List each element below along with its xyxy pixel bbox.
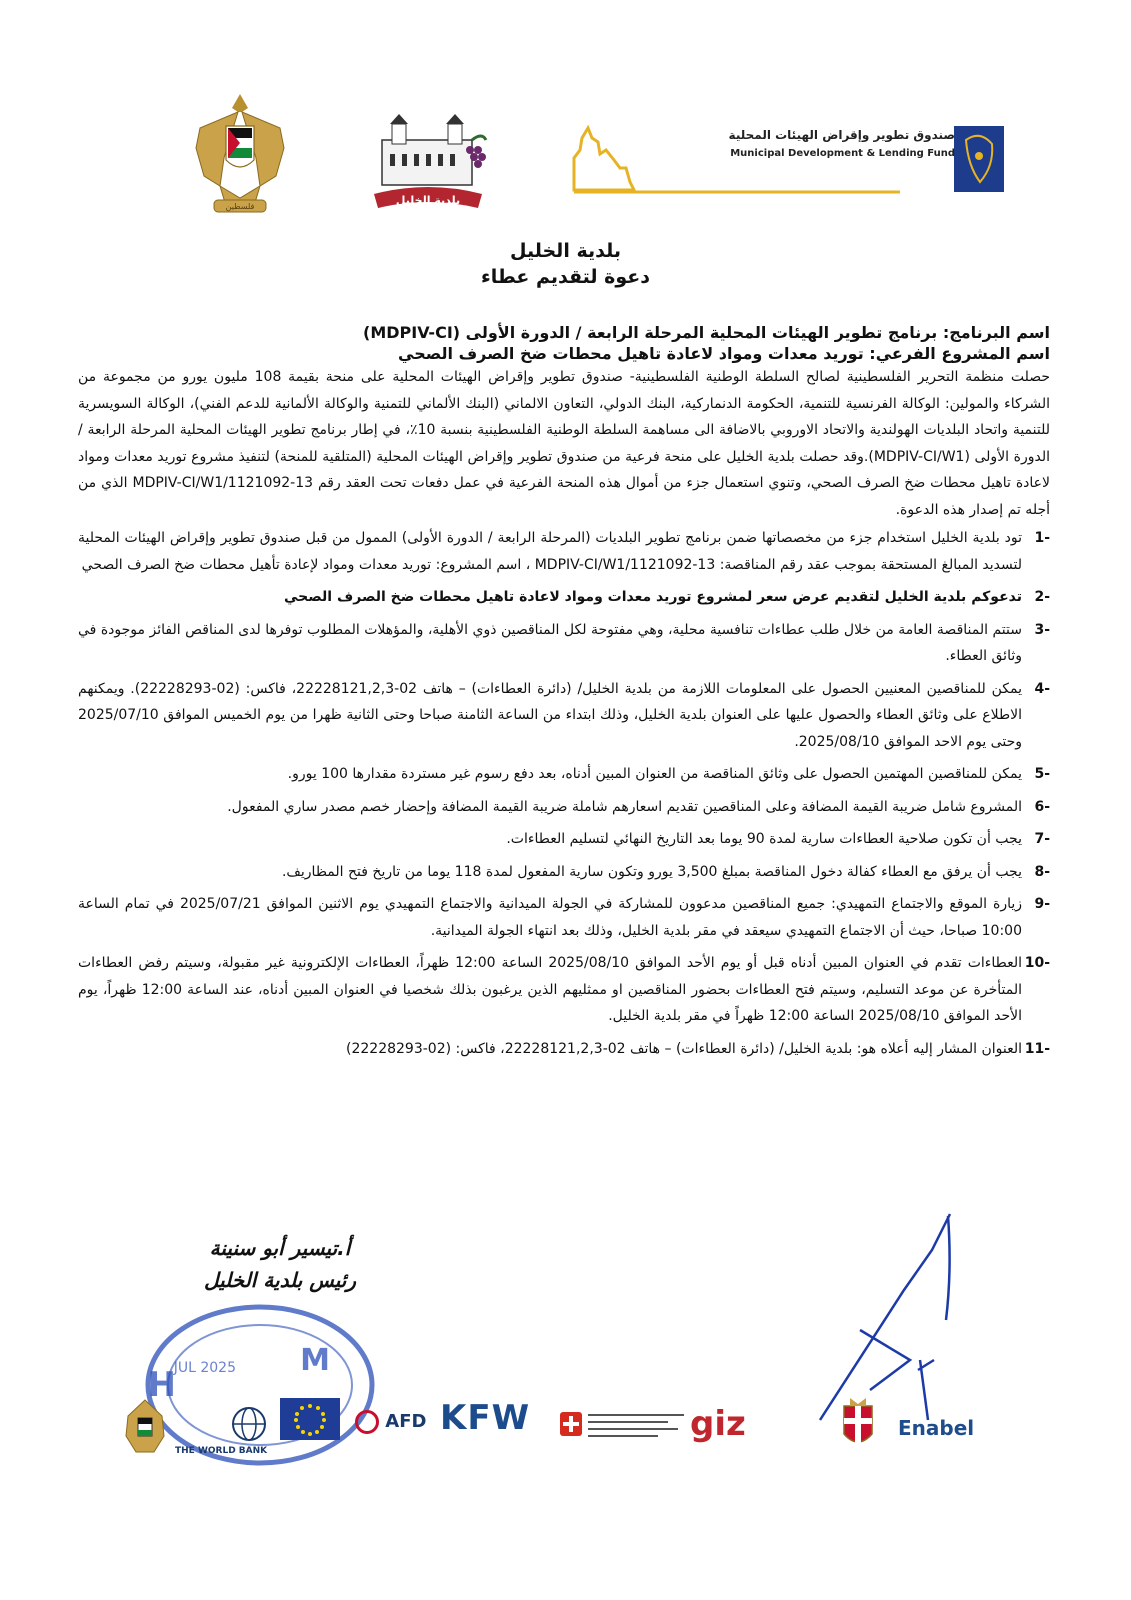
afd-logo: [355, 1410, 426, 1434]
invitation-title: دعوة لتقديم عطاء: [481, 266, 650, 288]
program-name: اسم البرنامج: برنامج تطوير الهيئات المحلية المرحلة الرابعة / الدورة الأولى (MDPIV-CI): [363, 323, 1050, 342]
item-text: المشروع شامل ضريبة القيمة المضافة وعلى المناقصين تقديم اسعارهم شاملة ضريبة القيمة المضافة وإحضار خصم مصدر ساري المفعول.: [227, 798, 1022, 815]
subproject-name: اسم المشروع الفرعي: توريد معدات ومواد لاعادة تاهيل محطات ضخ الصرف الصحي: [398, 344, 1050, 363]
intro-paragraph: حصلت منظمة التحرير الفلسطينية لصالح السلطة الوطنية الفلسطينية- صندوق تطوير وإقراض الهيئات المحلية على منحة بقيمة 108 مليون يورو من مجموعة من الشركاء والمولين: الوكالة الفرنسية للتنمية، الحكومة الدنماركية، البنك الدولي، التعاون الالماني (البنك الألماني للتمنية والوكالة الألمانية للدعم الفني)، الوكالة السويسرية للتنمية واتحاد البلديات الهولندية والاتحاد الاوروبي بالاضافة الى مساهمة السلطة الوطنية الفلسطينية بنسبة 10٪، في إطار برنامج تطوير الهيئات المحلية المرحلة الرابعة / الدورة الأولى (MDPIV-CI/W1).وقد حصلت بلدية الخليل على منحة فرعية من صندوق تطوير وإقراض الهيئات المحلية (المتلقية للمنحة) لتنفيذ مشروع توريد معدات ومواد لاعادة تاهيل محطات ضخ الصرف الصحي، وتنوي استعمال جزء من أموال هذه المنحة الفرعية في عمل دفعات تحت العقد رقم MDPIV-CI/W1/1121092-13 الذي من أجله تم إصدار هذه الدعوة.: [78, 369, 1051, 518]
header: [0, 80, 1131, 230]
eu-flag-logo: [280, 1398, 340, 1440]
item-number: -8: [1034, 863, 1050, 880]
signature-block: [150, 1232, 410, 1296]
item-number: -10: [1024, 955, 1050, 971]
globe-icon: [231, 1406, 267, 1442]
list-item: [78, 617, 1050, 670]
stamp-date: 2025 JUL: [173, 1360, 236, 1376]
tender-body: [78, 322, 1050, 1068]
item-text: العنوان المشار إليه أعلاه هو: بلدية الخليل/ (دائرة العطاءات) – هاتف 02-22228121,2,3، فاكس: (02-22228293): [346, 1040, 1022, 1057]
palestine-emblem-small: [120, 1396, 170, 1460]
donor-logos-footer: [120, 1396, 1000, 1466]
list-item: [78, 950, 1050, 1030]
list-item: [78, 794, 1050, 821]
kfw-logo: KFW: [440, 1398, 531, 1438]
hebron-municipality-logo: [360, 110, 495, 220]
list-item: [78, 826, 1050, 853]
item-number: -11: [1024, 1040, 1050, 1057]
item-number: -3: [1034, 621, 1050, 638]
item-number: -2: [1034, 589, 1050, 605]
item-text: يمكن للمناقصين المعنيين الحصول على المعلومات اللازمة من بلدية الخليل/ (دائرة العطاءات) – هاتف 02-22228121,2,3، فاكس: (02-22228293). ويمكنهم الاطلاع على وثائق العطاء والحصول عليها على العنوان بلدية الخليل، وذلك ابتداء من الساعة الثامنة صباحا وحتى الثانية ظهرا من يوم الخميس الموافق 2025/07/10 وحتى يوم الاحد الموافق 2025/08/10.: [78, 680, 1022, 750]
item-text: ستتم المناقصة العامة من خلال طلب عطاءات تنافسية محلية، وهي مفتوحة لكل المناقصين ذوي الأهلية، والمؤهلات المطلوب توفرها لدى المناقص الفائز موجودة في وثائق العطاء.: [78, 621, 1022, 664]
item-number: -6: [1034, 798, 1050, 815]
mdlf-logo: [570, 120, 1010, 200]
svg-text:H: H: [147, 1365, 176, 1405]
hebron-logo-caption: بلدية الخليل: [395, 194, 461, 207]
item-text: زيارة الموقع والاجتماع التمهيدي: جميع المناقصين مدعوون للمشاركة في الجولة الميدانية والاجتماع التمهيدي يوم الاثنين الموافق 2025/07/21 في تمام الساعة 10:00 صباحا، حيث أن الاجتماع التمهيدي سيعقد في مقر بلدية الخليل، وذلك بعد انتهاء الجولة الميدانية.: [78, 896, 1023, 939]
svg-text:M: M: [300, 1343, 330, 1378]
denmark-coat-of-arms: [838, 1396, 878, 1452]
list-item: [78, 1036, 1050, 1063]
item-number: -9: [1034, 896, 1050, 912]
item-number: -1: [1034, 530, 1050, 546]
giz-logo: giz: [690, 1404, 746, 1444]
signatory-name: أ.تيسير أبو سنينة: [209, 1236, 351, 1260]
document-titles: [0, 238, 1131, 290]
item-text: يمكن للمناقصين المهتمين الحصول على وثائق المناقصة من العنوان المبين أدناه، بعد دفع رسوم غير مستردة مقدارها 100 يورو.: [287, 766, 1022, 782]
afd-circle-icon: [355, 1410, 379, 1434]
list-item: [78, 584, 1050, 611]
list-item: [78, 676, 1050, 756]
world-bank-logo: [175, 1406, 267, 1456]
municipality-title: بلدية الخليل: [510, 240, 621, 262]
world-bank-text: THE WORLD BANK: [175, 1446, 268, 1456]
item-text: يجب أن تكون صلاحية العطاءات سارية لمدة 90 يوما بعد التاريخ النهائي لتسليم العطاءات.: [506, 831, 1022, 847]
list-item: [78, 761, 1050, 788]
mdlf-name-en: Municipal Development & Lending Fund: [730, 148, 955, 159]
emblem-caption: فلسطين: [225, 202, 255, 211]
mdlf-name-ar: صندوق تطوير وإقراض الهيئات المحلية: [728, 128, 955, 142]
list-item: [78, 525, 1050, 578]
list-item: [78, 859, 1050, 886]
swiss-confederation-logo: [560, 1408, 695, 1450]
item-text: تود بلدية الخليل استخدام جزء من مخصصاتها ضمن برنامج تطوير البلديات (المرحلة الرابعة / الدورة الأولى) الممول من قبل صندوق تطوير وإقراض الهيئات المحلية لتسديد المبالغ المستحقة بموجب عقد رقم المناقصة: MDPIV-CI/W1/1121092-13 ، اسم المشروع: توريد معدات ومواد لإعادة تأهيل محطات ضخ الصرف الصحي: [78, 530, 1022, 573]
enabel-logo: Enabel: [898, 1416, 975, 1440]
item-text: تدعوكم بلدية الخليل لتقديم عرض سعر لمشروع توريد معدات ومواد لاعادة تاهيل محطات ضخ الصرف الصحي: [284, 589, 1022, 605]
list-item: [78, 891, 1050, 944]
afd-text: AFD: [385, 1411, 427, 1432]
item-text: يجب أن يرفق مع العطاء كفالة دخول المناقصة بمبلغ 3,500 يورو وتكون سارية المفعول لمدة 118 يوما من تاريخ فتح المظاريف.: [281, 863, 1022, 880]
palestine-eagle-emblem: [190, 88, 290, 218]
item-number: -5: [1034, 766, 1050, 782]
item-number: -7: [1034, 831, 1050, 847]
item-number: -4: [1034, 680, 1050, 697]
signatory-title: رئيس بلدية الخليل: [203, 1268, 357, 1292]
item-text: العطاءات تقدم في العنوان المبين أدناه قبل أو يوم الأحد الموافق 2025/08/10 الساعة 12:00 ظهراً، العطاءات الإلكترونية غير مقبولة، وسيتم رفض العطاءات المتأخرة عن موعد التسليم، وسيتم فتح العطاءات بحضور المناقصين او ممثليهم الذين يرغبون بذلك شخصيا في العنوان المبين أدناه، عند الساعة 12:00 ظهراً، يوم الأحد الموافق 2025/08/10 الساعة 12:00 ظهراً في مقر بلدية الخليل.: [78, 955, 1023, 1024]
tender-items-list: [78, 525, 1050, 1062]
